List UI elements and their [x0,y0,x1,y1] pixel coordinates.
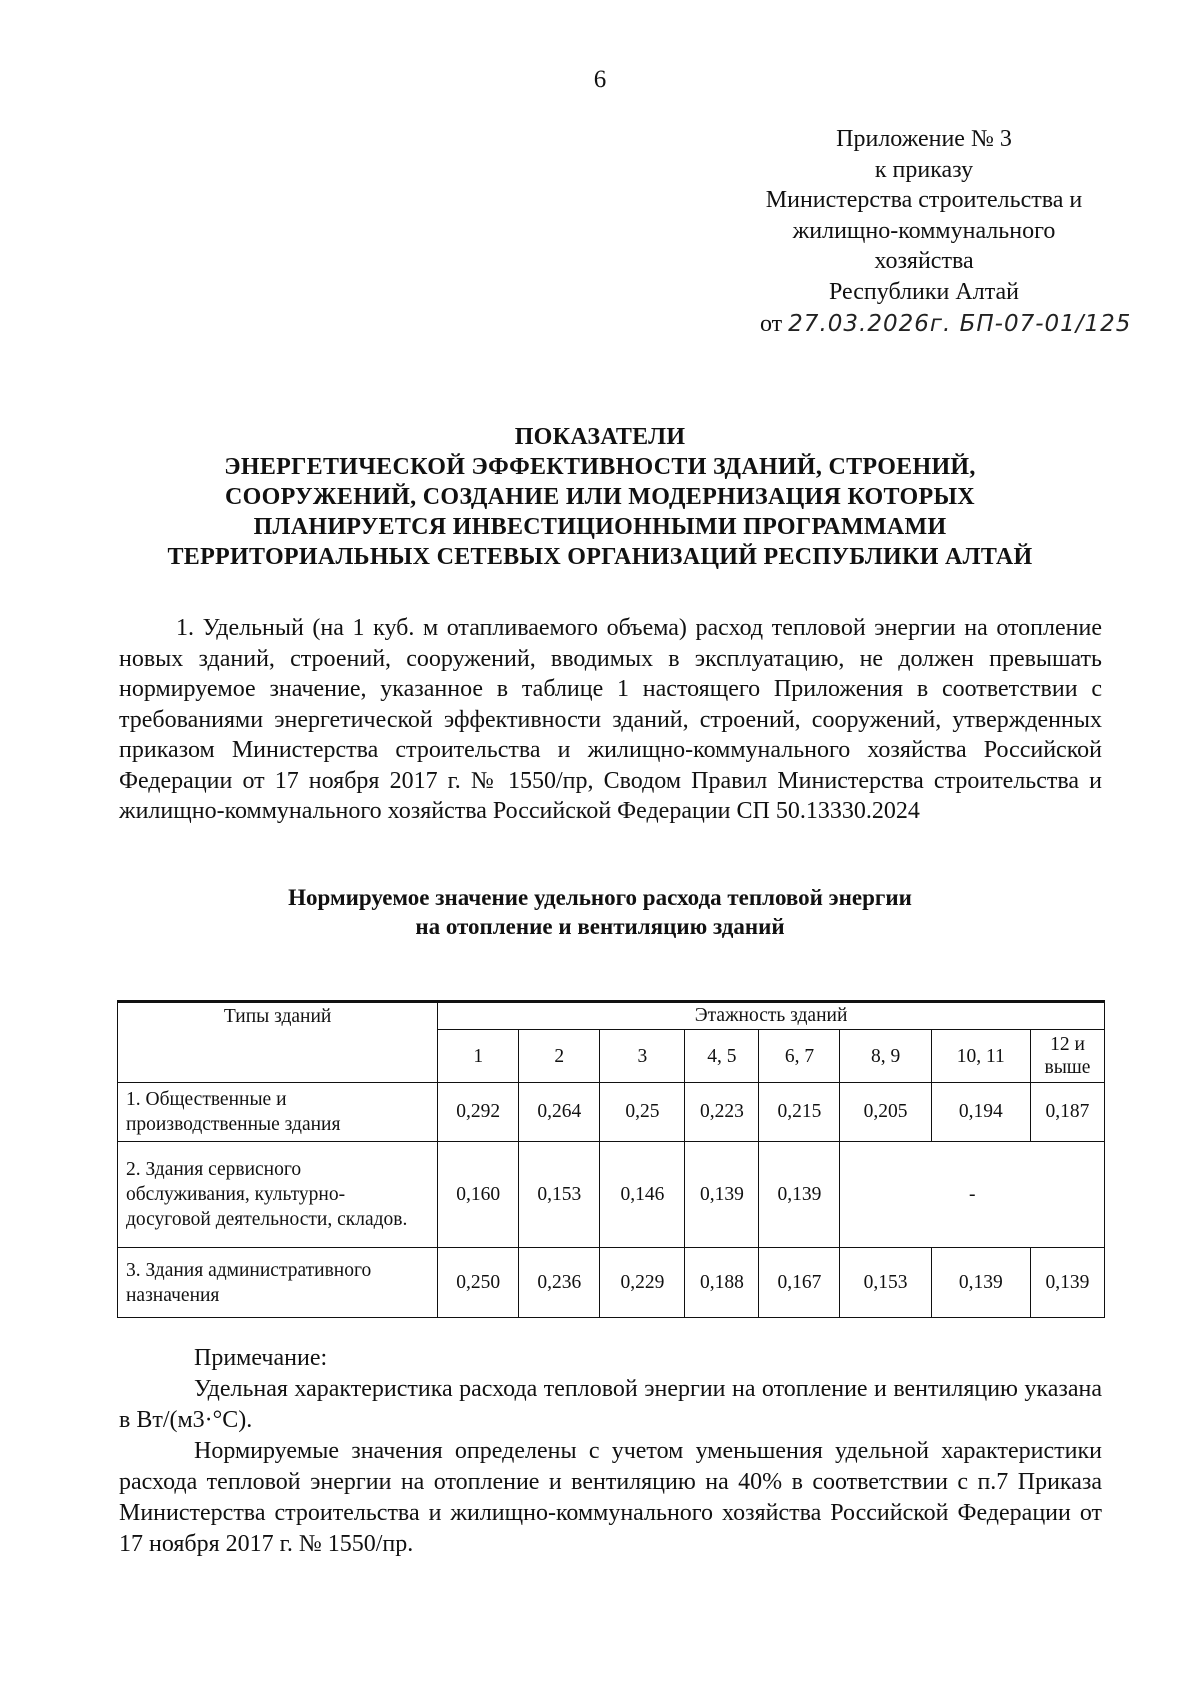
title-line: ЭНЕРГЕТИЧЕСКОЙ ЭФФЕКТИВНОСТИ ЗДАНИЙ, СТРОЕНИЙ, [224,454,976,480]
table-title [60,883,1140,941]
note-2: Нормируемые значения определены с учетом уменьшения удельной характеристики расхода тепловой энергии на отопление и вентиляцию на 40% в соответствии с п.7 Приказа Министерства строительства и жилищно-коммунального хозяйства Российской Федерации от 17 ноября 2017 г. № 1550/пр. [119,1438,1102,1557]
appendix-header [744,124,1132,340]
table-title-line: на отопление и вентиляцию зданий [415,914,785,939]
building-type-cell: 1. Общественные и производственные здания [118,1083,438,1142]
value-cell: 0,250 [438,1248,519,1318]
floor-column-header: 8, 9 [840,1030,931,1083]
value-cell: 0,205 [840,1083,931,1142]
merged-empty-cell: - [840,1142,1105,1248]
value-cell: 0,25 [600,1083,685,1142]
date-prefix: от [760,311,783,337]
table-title-line: Нормируемое значение удельного расхода тепловой энергии [288,885,912,910]
floor-column-header: 3 [600,1030,685,1083]
page-number: 6 [593,66,607,93]
appendix-line: к приказу [874,156,974,183]
header-building-types: Типы зданий [118,1002,438,1083]
table-row [118,1142,1105,1248]
handwritten-date-number: 27.03.2026г. БП-07-01/125 [788,311,1132,337]
title-line: ПОКАЗАТЕЛИ [514,424,686,450]
value-cell: 0,215 [759,1083,840,1142]
value-cell: 0,187 [1030,1083,1104,1142]
appendix-line: Министерства строительства и [765,187,1083,213]
appendix-date-line [744,309,1132,340]
note-1: Удельная характеристика расхода тепловой энергии на отопление и вентиляцию указана в Вт/(м3·°С). [119,1376,1102,1433]
title-line: ТЕРРИТОРИАЛЬНЫХ СЕТЕВЫХ ОРГАНИЗАЦИЙ РЕСПУБЛИКИ АЛТАЙ [167,544,1033,570]
appendix-line: жилищно-коммунального [792,217,1056,244]
energy-norms-table [117,1000,1105,1318]
paragraph-1: 1. Удельный (на 1 куб. м отапливаемого объема) расход тепловой энергии на отопление новых зданий, строений, сооружений, вводимых в эксплуатацию, не должен превышать нормируемое значение, указанное в таблице 1 настоящего Приложения в соответствии с требованиями энергетической эффективности зданий, строений, сооружений, утвержденных приказом Министерства строительства и жилищно-коммунального хозяйства Российской Федерации от 17 ноября 2017 г. № 1550/пр, Сводом Правил Министерства строительства и жилищно-коммунального хозяйства Российской Федерации СП 50.13330.2024 [119,615,1102,824]
value-cell: 0,167 [759,1248,840,1318]
building-type-cell: 2. Здания сервисного обслуживания, культурно-досуговой деятельности, складов. [118,1142,438,1248]
floor-column-header: 1 [438,1030,519,1083]
header-floors: Этажность зданий [438,1002,1105,1030]
value-cell: 0,146 [600,1142,685,1248]
building-type-cell: 3. Здания административного назначения [118,1248,438,1318]
value-cell: 0,188 [685,1248,759,1318]
floor-column-header: 10, 11 [931,1030,1030,1083]
floor-column-header: 6, 7 [759,1030,840,1083]
appendix-line: Республики Алтай [829,278,1019,305]
value-cell: 0,153 [519,1142,600,1248]
value-cell: 0,160 [438,1142,519,1248]
value-cell: 0,139 [931,1248,1030,1318]
value-cell: 0,153 [840,1248,931,1318]
table-row [118,1248,1105,1318]
floor-column-header: 2 [519,1030,600,1083]
document-title [60,422,1140,572]
appendix-line: хозяйства [874,248,974,274]
notes-section [119,1343,1102,1560]
appendix-line: Приложение № 3 [836,126,1012,152]
body-paragraph [119,613,1102,827]
value-cell: 0,194 [931,1083,1030,1142]
value-cell: 0,264 [519,1083,600,1142]
value-cell: 0,292 [438,1083,519,1142]
title-line: СООРУЖЕНИЙ, СОЗДАНИЕ ИЛИ МОДЕРНИЗАЦИЯ КОТОРЫХ [225,484,975,510]
table-row [118,1083,1105,1142]
value-cell: 0,139 [685,1142,759,1248]
floor-column-header: 4, 5 [685,1030,759,1083]
notes-label: Примечание: [194,1345,328,1371]
title-line: ПЛАНИРУЕТСЯ ИНВЕСТИЦИОННЫМИ ПРОГРАММАМИ [253,514,947,540]
value-cell: 0,229 [600,1248,685,1318]
floor-column-header: 12 и выше [1030,1030,1104,1083]
value-cell: 0,139 [1030,1248,1104,1318]
value-cell: 0,139 [759,1142,840,1248]
value-cell: 0,223 [685,1083,759,1142]
value-cell: 0,236 [519,1248,600,1318]
